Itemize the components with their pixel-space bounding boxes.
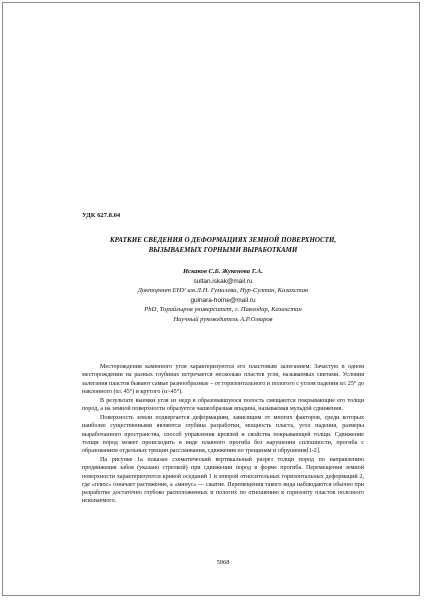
scientific-supervisor: Научный руководитель А.Р.Омаров	[173, 315, 273, 323]
paragraph-2: В результате выемки угля из недр в образовавшуюся полость смещаются покрывающие его толщи пород, а на земной поверхности образуется чашеобразная впадина, называемая мульдой сдвижения.	[82, 397, 364, 413]
body-text	[82, 363, 364, 506]
author-email-2[interactable]: gulnara-home@mail.ru	[190, 296, 256, 304]
paragraph-3: Поверхность земли подвергается деформациям, зависящим от многих факторов, среди которых наиболее существенными являются глубина разработки, мощность пласта, угол падения, размеры выработанного пространства, способ управления кровлей и свойства покрывающей толщи. Сдвижение толщи пород может происходить в виде плавного прогиба без нарушения сплошности, прогиба с образованием отдельных трещин расслаивания, сдвижения по трещинам и обрушения[1-2].	[82, 415, 364, 455]
title-line-2: ВЫЗЫВАЕМЫХ ГОРНЫМИ ВЫРАБОТКАМИ	[148, 245, 298, 254]
author-names: Искаков С.Б. Жукенова Г.А.	[183, 268, 263, 275]
title-line-1: КРАТКИЕ СВЕДЕНИЯ О ДЕФОРМАЦИЯХ ЗЕМНОЙ ПОВЕРХНОСТИ,	[109, 236, 337, 244]
udk-code: УДК 627.8.04	[82, 212, 121, 219]
author-affiliation-1: Докторант ЕНУ им.Л.Н. Гумилева, Нур-Султан, Казахстан	[137, 287, 309, 295]
paragraph-4: На рисунке 1а показан схематический вертикальный разрез толщи пород по направлению продвижения забоя (указано стрелкой) при сдвижении пород в форме прогиба. Перемещения земной поверхности характеризуются кривой оседаний 1 и эпюрой относительных горизонтальных деформаций 2, где «плюс» означает растяжение, а «минус» — сжатие. Перемещения такого вида наблюдаются обычно при разработке достаточно глубоко расположенных и пологих по отношению к горизонту пластов полезного ископаемого.	[82, 457, 364, 505]
author-affiliation-2: PhD, Торайғыров университет, г. Павлодар, Казахстан	[144, 306, 302, 314]
paper-page	[82, 0, 364, 600]
author-block	[82, 267, 364, 325]
paragraph-1: Месторождения каменного угля характеризуются его пластовым залеганием. Зачастую в одном месторождении на разных глубинах встречается несколько пластов угля, называемых свитами. Условия залегания пластов бывают самые разнообразные – от горизонтального и пологого с углом падения α≤ 25° до наклонного (α≤ 45°) и крутого (α>45°).	[82, 364, 364, 395]
page-number: 5968	[216, 559, 230, 566]
author-email-1[interactable]: sultan.iskak@mail.ru	[193, 277, 253, 285]
paper-title	[82, 236, 364, 255]
